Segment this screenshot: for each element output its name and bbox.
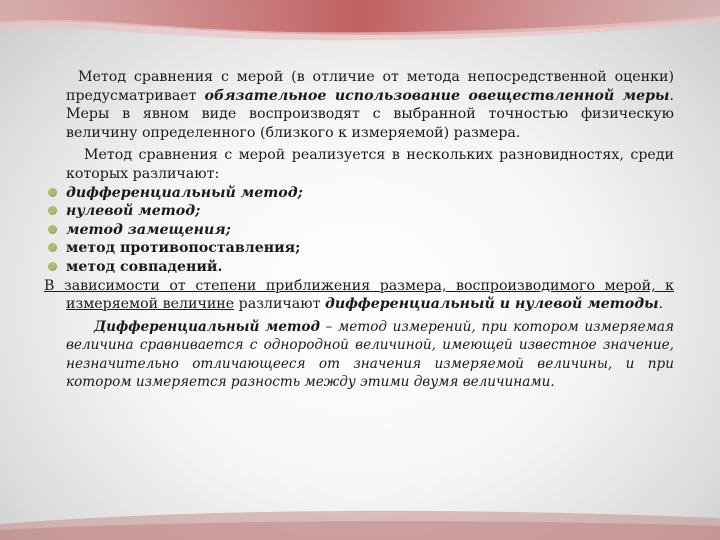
list-item: метод совпадений. bbox=[44, 258, 674, 277]
classification-paragraph: В зависимости от степени приближения размера, воспроизводимого мерой, к измеряемой величине различают дифференциальный и нулевой методы. bbox=[44, 277, 674, 313]
list-item: метод замещения; bbox=[44, 221, 674, 240]
varieties-paragraph: Метод сравнения с мерой реализуется в нескольких разновидностях, среди которых различают: bbox=[66, 147, 674, 182]
definition-body: – метод измерений, при котором измеряемая величина сравнивается с однородной величиной, имеющей известное значение, незначительно отличающееся от значения измеряемой величины, и при котором измеряется разность между этими двумя величинами. bbox=[66, 318, 674, 390]
bottom-decorative-band bbox=[0, 494, 720, 540]
top-decorative-band bbox=[0, 0, 720, 60]
list-item: дифференциальный метод; bbox=[44, 184, 674, 203]
bullet-icon bbox=[48, 262, 57, 271]
bullet-icon bbox=[48, 225, 57, 234]
differential-method-definition bbox=[44, 318, 674, 392]
classification-underlined-text: В зависимости от степени приближения размера, воспроизводимого мерой, к измеряемой величине bbox=[44, 277, 674, 313]
intro-paragraph bbox=[44, 68, 674, 142]
methods-list bbox=[44, 184, 674, 277]
definition-term: Дифференциальный метод bbox=[94, 318, 320, 335]
intro-lead-text: Метод сравнения с мерой (в отличие от метода непосредственной оценки) предусматривает bbox=[66, 69, 674, 104]
bullet-icon bbox=[48, 188, 57, 197]
bullet-icon bbox=[48, 243, 57, 252]
list-item: нулевой метод; bbox=[44, 202, 674, 221]
intro-emphasis-text: обязательное использование овеществленной меры bbox=[204, 87, 670, 104]
classification-emphasis-text: дифференциальный и нулевой методы bbox=[324, 296, 659, 313]
intro-tail-text: . Меры в явном виде воспроизводят с выбранной точностью физическую величину определенного (близкого к измеряемой) размера. bbox=[66, 87, 674, 141]
slide-text-body bbox=[44, 68, 674, 391]
bullet-icon bbox=[48, 206, 57, 215]
list-item: метод противопоставления; bbox=[44, 239, 674, 258]
